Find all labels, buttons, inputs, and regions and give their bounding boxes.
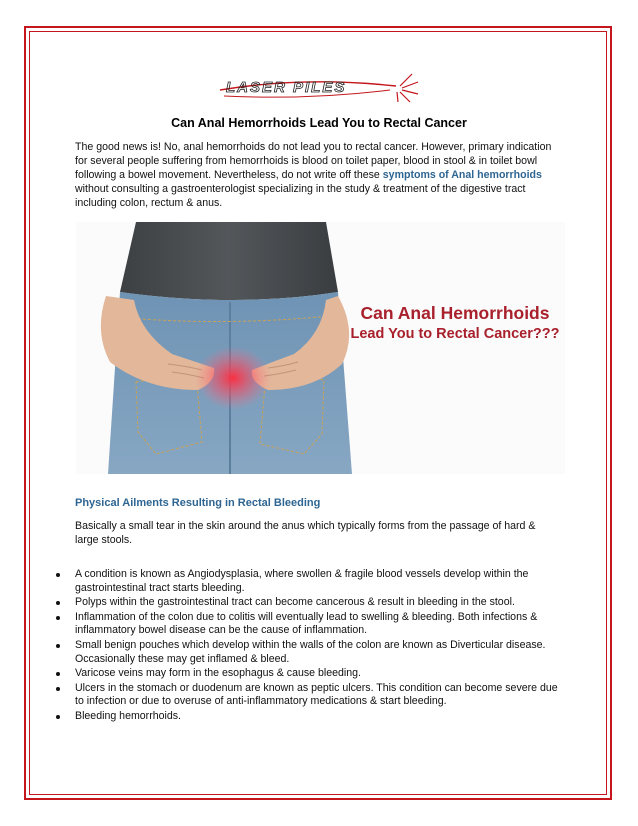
list-item: [56, 639, 566, 666]
list-item-text: Ulcers in the stomach or duodenum are known as peptic ulcers. This condition can become severe due to infection or due to overuse of anti-inflammatory medications & start bleeding.: [75, 681, 558, 708]
photo-illustration: [76, 222, 565, 474]
ailments-list: [56, 568, 566, 725]
svg-text:LASER PILES: LASER PILES: [226, 79, 347, 96]
bullet-icon: [56, 573, 60, 577]
list-item: [56, 682, 566, 709]
list-item-text: Inflammation of the colon due to colitis will eventually lead to swelling & bleeding. Both infections & inflammatory bowel disease can be the cause of inflammation.: [75, 610, 538, 637]
list-item-text: Small benign pouches which develop within the walls of the colon are known as Diverticular disease. Occasionally these may get inflamed & bleed.: [75, 638, 546, 665]
section-heading: Physical Ailments Resulting in Rectal Bleeding: [75, 497, 321, 509]
bullet-icon: [56, 601, 60, 605]
bullet-icon: [56, 644, 60, 648]
symptoms-link[interactable]: symptoms of Anal hemorrhoids: [382, 169, 542, 181]
photo-caption-line-2: Lead You to Rectal Cancer???: [350, 326, 560, 342]
bullet-icon: [56, 616, 60, 620]
list-item-text: Varicose veins may form in the esophagus & cause bleeding.: [75, 667, 361, 680]
bullet-icon: [56, 672, 60, 676]
photo-caption: [348, 302, 562, 344]
intro-text-start: The good news is! No, anal hemorrhoids do not lead you to rectal cancer. However, primary indication for several people suffering from hemorrhoids is blood on toilet paper, blood in stool & in toilet bowl following a bowel movement. Nevertheless, do not write off these: [75, 141, 552, 181]
list-item-text: Bleeding hemorrhoids.: [75, 709, 181, 722]
body-paragraph: Basically a small tear in the skin around the anus which typically forms from the passage of hard & large stools.: [75, 520, 536, 546]
article-photo: [76, 222, 565, 474]
list-item: [56, 568, 566, 595]
intro-paragraph: [75, 140, 563, 210]
photo-caption-line-1: Can Anal Hemorrhoids: [360, 303, 550, 323]
list-item: [56, 710, 566, 724]
list-item: [56, 596, 566, 610]
list-item: [56, 667, 566, 681]
list-item-text: A condition is known as Angiodysplasia, where swollen & fragile blood vessels develop within the gastrointestinal tract starts bleeding.: [75, 568, 529, 594]
bullet-icon: [56, 715, 60, 719]
list-item-text: Polyps within the gastrointestinal tract can become cancerous & result in bleeding in the stool.: [75, 596, 515, 609]
intro-text-end: without consulting a gastroenterologist specializing in the study & treatment of the digestive tract including colon, rectum & anus.: [75, 183, 526, 209]
list-item: [56, 611, 566, 638]
bullet-icon: [56, 687, 60, 691]
page-title: Can Anal Hemorrhoids Lead You to Rectal Cancer: [171, 116, 467, 130]
laser-piles-logo: [214, 68, 424, 104]
